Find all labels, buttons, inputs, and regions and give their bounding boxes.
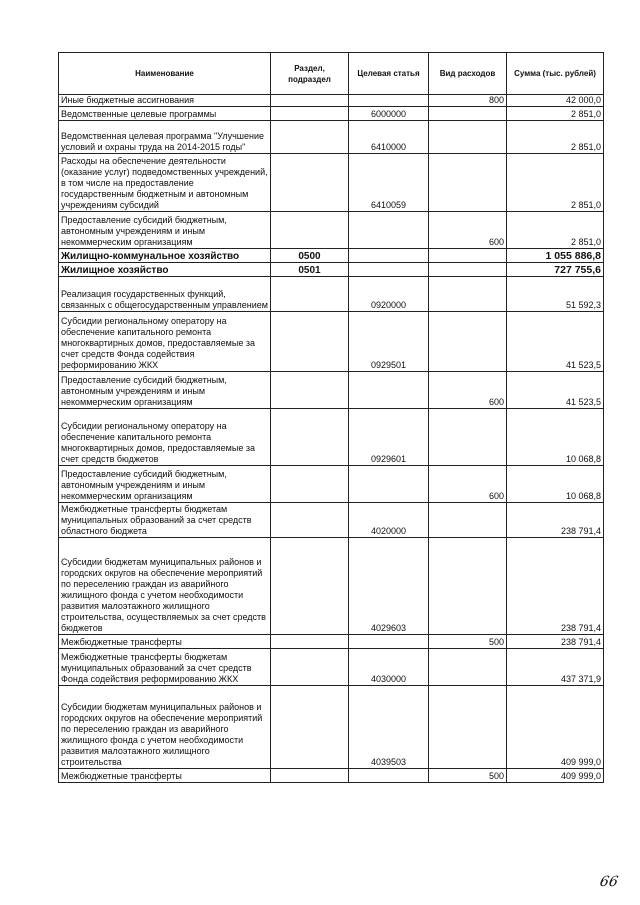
table-body — [59, 95, 604, 783]
budget-table — [58, 52, 604, 783]
table-row — [59, 769, 604, 783]
row-name-cell: Межбюджетные трансферты — [59, 769, 271, 783]
row-vid-cell — [429, 409, 507, 466]
row-name-cell: Межбюджетные трансферты — [59, 635, 271, 649]
row-article-cell — [349, 635, 429, 649]
table-row — [59, 503, 604, 538]
row-article-cell — [349, 212, 429, 249]
table-row — [59, 538, 604, 635]
row-section-cell — [271, 312, 349, 372]
table-row — [59, 263, 604, 277]
table-row — [59, 635, 604, 649]
row-section-cell — [271, 95, 349, 107]
row-section-cell — [271, 686, 349, 769]
table-row — [59, 95, 604, 107]
budget-sheet — [58, 52, 603, 783]
table-row — [59, 249, 604, 263]
row-vid-cell — [429, 686, 507, 769]
table-row — [59, 277, 604, 312]
header-sum: Сумма (тыс. рублей) — [507, 53, 604, 95]
row-vid-cell — [429, 249, 507, 263]
row-name-cell: Субсидии региональному оператору на обеспечение капитального ремонта многоквартирных домов, предоставляемые за счет средств Фонда содействия реформированию ЖКХ — [59, 312, 271, 372]
row-article-cell: 0929501 — [349, 312, 429, 372]
row-name-cell: Субсидии бюджетам муниципальных районов и городских округов на обеспечение мероприятий по переселению граждан из аварийного жилищного фонда с учетом необходимости развития малоэтажного жилищного строительства — [59, 686, 271, 769]
row-name-cell: Жилищное хозяйство — [59, 263, 271, 277]
row-section-cell — [271, 121, 349, 154]
row-section-cell — [271, 409, 349, 466]
table-row — [59, 312, 604, 372]
row-name-cell: Межбюджетные трансферты бюджетам муниципальных образований за счет средств областного бюджета — [59, 503, 271, 538]
row-vid-cell — [429, 107, 507, 121]
row-article-cell — [349, 372, 429, 409]
row-vid-cell: 500 — [429, 769, 507, 783]
row-section-cell — [271, 503, 349, 538]
row-vid-cell — [429, 154, 507, 212]
row-section-cell — [271, 769, 349, 783]
row-sum-cell: 10 068,8 — [507, 409, 604, 466]
table-row — [59, 686, 604, 769]
row-name-cell: Ведомственные целевые программы — [59, 107, 271, 121]
table-row — [59, 212, 604, 249]
row-name-cell: Предоставление субсидий бюджетным, автономным учреждениям и иным некоммерческим организациям — [59, 372, 271, 409]
row-article-cell: 6410059 — [349, 154, 429, 212]
row-article-cell — [349, 263, 429, 277]
row-section-cell — [271, 154, 349, 212]
row-section-cell — [271, 107, 349, 121]
row-name-cell: Реализация государственных функций, связанных с общегосударственным управлением — [59, 277, 271, 312]
row-sum-cell: 2 851,0 — [507, 107, 604, 121]
table-row — [59, 466, 604, 503]
row-vid-cell — [429, 503, 507, 538]
row-vid-cell: 500 — [429, 635, 507, 649]
row-vid-cell — [429, 277, 507, 312]
row-vid-cell — [429, 538, 507, 635]
table-row — [59, 649, 604, 686]
header-section: Раздел, подраздел — [271, 53, 349, 95]
row-section-cell — [271, 466, 349, 503]
row-article-cell — [349, 95, 429, 107]
row-section-cell — [271, 649, 349, 686]
row-section-cell — [271, 372, 349, 409]
table-row — [59, 121, 604, 154]
table-row — [59, 154, 604, 212]
row-section-cell — [271, 212, 349, 249]
row-sum-cell: 41 523,5 — [507, 312, 604, 372]
row-sum-cell: 51 592,3 — [507, 277, 604, 312]
row-sum-cell: 10 068,8 — [507, 466, 604, 503]
row-vid-cell: 800 — [429, 95, 507, 107]
row-section-cell: 0501 — [271, 263, 349, 277]
row-vid-cell: 600 — [429, 466, 507, 503]
row-name-cell: Ведомственная целевая программа "Улучшение условий и охраны труда на 2014-2015 годы" — [59, 121, 271, 154]
row-vid-cell: 600 — [429, 372, 507, 409]
row-article-cell: 4039503 — [349, 686, 429, 769]
row-name-cell: Расходы на обеспечение деятельности (оказание услуг) подведомственных учреждений, в том числе на предоставление государственным бюджетным и автономным учреждениям субсидий — [59, 154, 271, 212]
row-article-cell — [349, 466, 429, 503]
table-header-row — [59, 53, 604, 95]
row-sum-cell: 2 851,0 — [507, 212, 604, 249]
header-vid: Вид расходов — [429, 53, 507, 95]
row-article-cell: 4020000 — [349, 503, 429, 538]
row-vid-cell — [429, 263, 507, 277]
row-name-cell: Жилищно-коммунальное хозяйство — [59, 249, 271, 263]
header-name: Наименование — [59, 53, 271, 95]
page-number: 66 — [598, 874, 620, 890]
row-article-cell: 0920000 — [349, 277, 429, 312]
row-vid-cell: 600 — [429, 212, 507, 249]
row-section-cell — [271, 277, 349, 312]
row-sum-cell: 238 791,4 — [507, 503, 604, 538]
row-vid-cell — [429, 121, 507, 154]
row-sum-cell: 41 523,5 — [507, 372, 604, 409]
row-name-cell: Межбюджетные трансферты бюджетам муниципальных образований за счет средств Фонда содействия реформированию ЖКХ — [59, 649, 271, 686]
row-sum-cell: 238 791,4 — [507, 538, 604, 635]
row-article-cell: 6410000 — [349, 121, 429, 154]
row-sum-cell: 727 755,6 — [507, 263, 604, 277]
row-article-cell: 0929601 — [349, 409, 429, 466]
row-sum-cell: 409 999,0 — [507, 769, 604, 783]
row-article-cell: 4029603 — [349, 538, 429, 635]
row-section-cell — [271, 635, 349, 649]
row-article-cell: 6000000 — [349, 107, 429, 121]
row-sum-cell: 238 791,4 — [507, 635, 604, 649]
row-section-cell: 0500 — [271, 249, 349, 263]
row-name-cell: Иные бюджетные ассигнования — [59, 95, 271, 107]
row-sum-cell: 2 851,0 — [507, 121, 604, 154]
row-vid-cell — [429, 312, 507, 372]
row-sum-cell: 42 000,0 — [507, 95, 604, 107]
row-vid-cell — [429, 649, 507, 686]
row-name-cell: Субсидии бюджетам муниципальных районов и городских округов на обеспечение мероприятий по переселению граждан из аварийного жилищного фонда с учетом необходимости развития малоэтажного жилищного строительства, осуществляемых за счет средств бюджетов — [59, 538, 271, 635]
row-article-cell — [349, 769, 429, 783]
row-section-cell — [271, 538, 349, 635]
row-name-cell: Предоставление субсидий бюджетным, автономным учреждениям и иным некоммерческим организациям — [59, 212, 271, 249]
row-sum-cell: 437 371,9 — [507, 649, 604, 686]
row-name-cell: Предоставление субсидий бюджетным, автономным учреждениям и иным некоммерческим организациям — [59, 466, 271, 503]
table-row — [59, 372, 604, 409]
row-sum-cell: 2 851,0 — [507, 154, 604, 212]
table-row — [59, 107, 604, 121]
header-article: Целевая статья — [349, 53, 429, 95]
row-name-cell: Субсидии региональному оператору на обеспечение капитального ремонта многоквартирных домов, предоставляемые за счет средств бюджетов — [59, 409, 271, 466]
row-article-cell: 4030000 — [349, 649, 429, 686]
row-sum-cell: 1 055 886,8 — [507, 249, 604, 263]
row-article-cell — [349, 249, 429, 263]
table-row — [59, 409, 604, 466]
row-sum-cell: 409 999,0 — [507, 686, 604, 769]
